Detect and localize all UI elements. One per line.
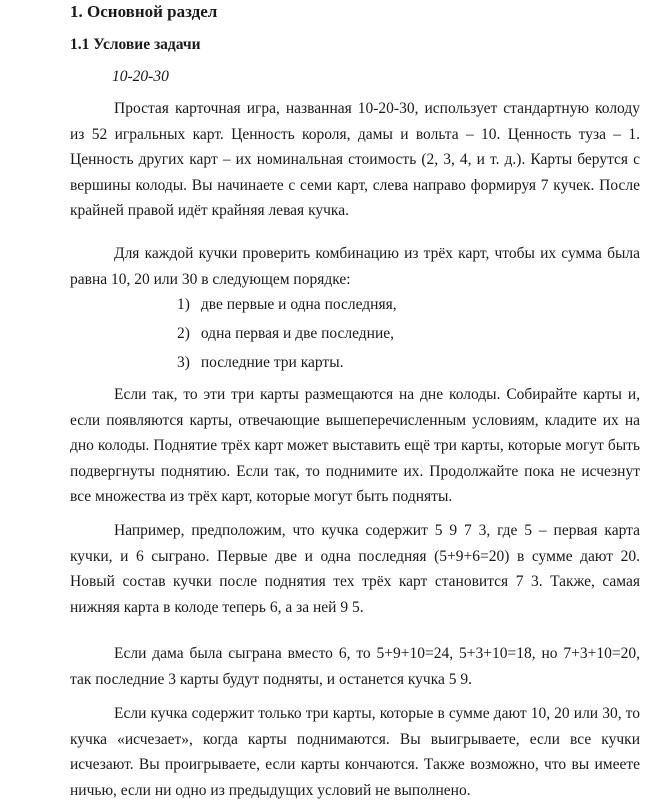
list-item-text: две первые и одна последняя,	[200, 296, 397, 313]
section-heading: 1. Основной раздел	[70, 2, 218, 21]
paragraph-pickup-rules: Если так, то эти три карты размещаются на дне колоды. Собирайте карты и, если появляются карты, отвечающие вышеперечисленным условиям, кладите их на дно колоды. Поднятие трёх карт может выставить ещё три карты, которые могут быть подвергнуты поднятию. Если так, то поднимите их. Продолжайте пока не исчезнут все множества из трёх карт, которые могут быть подняты.	[70, 386, 640, 505]
list-item	[177, 295, 397, 324]
paragraph-win-lose: Если кучка содержит только три карты, которые в сумме дают 10, 20 или 30, то кучка «исчезает», когда карты поднимаются. Вы выигрываете, если все кучки исчезают. Вы проигрываете, если карты кончаются. Также возможно, что вы имеете ничью, если ни одно из предыдущих условий не выполнено.	[70, 705, 640, 799]
list-item-number: 3)	[177, 354, 190, 371]
list-item-text: одна первая и две последние,	[200, 325, 395, 342]
paragraph-game-rules: Простая карточная игра, названная 10-20-30, использует стандартную колоду из 52 игральных карт. Ценность короля, дамы и вольта – 10. Ценность туза – 1. Ценность других карт – их номинальная стоимость (2, 3, 4, и т. д.). Карты берутся с вершины колоды. Вы начинаете с семи карт, слева направо формируя 7 кучек. После крайней правой идёт крайняя левая кучка.	[70, 100, 640, 219]
conditions-list	[177, 295, 397, 382]
list-item-text: последние три карты.	[200, 354, 344, 371]
paragraph-check-combination: Для каждой кучки проверить комбинацию из трёх карт, чтобы их сумма была равна 10, 20 или 30 в следующем порядке:	[70, 245, 640, 288]
paragraph-queen-example: Если дама была сыграна вместо 6, то 5+9+10=24, 5+3+10=18, но 7+3+10=20, так последние 3 карты будут подняты, и останется кучка 5 9.	[70, 645, 640, 688]
subsection-heading: 1.1 Условие задачи	[70, 36, 201, 53]
list-item-number: 1)	[177, 296, 190, 313]
list-item	[177, 353, 397, 382]
task-name: 10-20-30	[112, 68, 169, 85]
paragraph-example: Например, предположим, что кучка содержит 5 9 7 3, где 5 – первая карта кучки, и 6 сыграно. Первые две и одна последняя (5+9+6=20) в сумме дают 20. Новый состав кучки после поднятия тех трёх карт становится 7 3. Также, самая нижняя карта в колоде теперь 6, а за ней 9 5.	[70, 522, 640, 616]
list-item-number: 2)	[177, 325, 190, 342]
list-item	[177, 324, 397, 353]
